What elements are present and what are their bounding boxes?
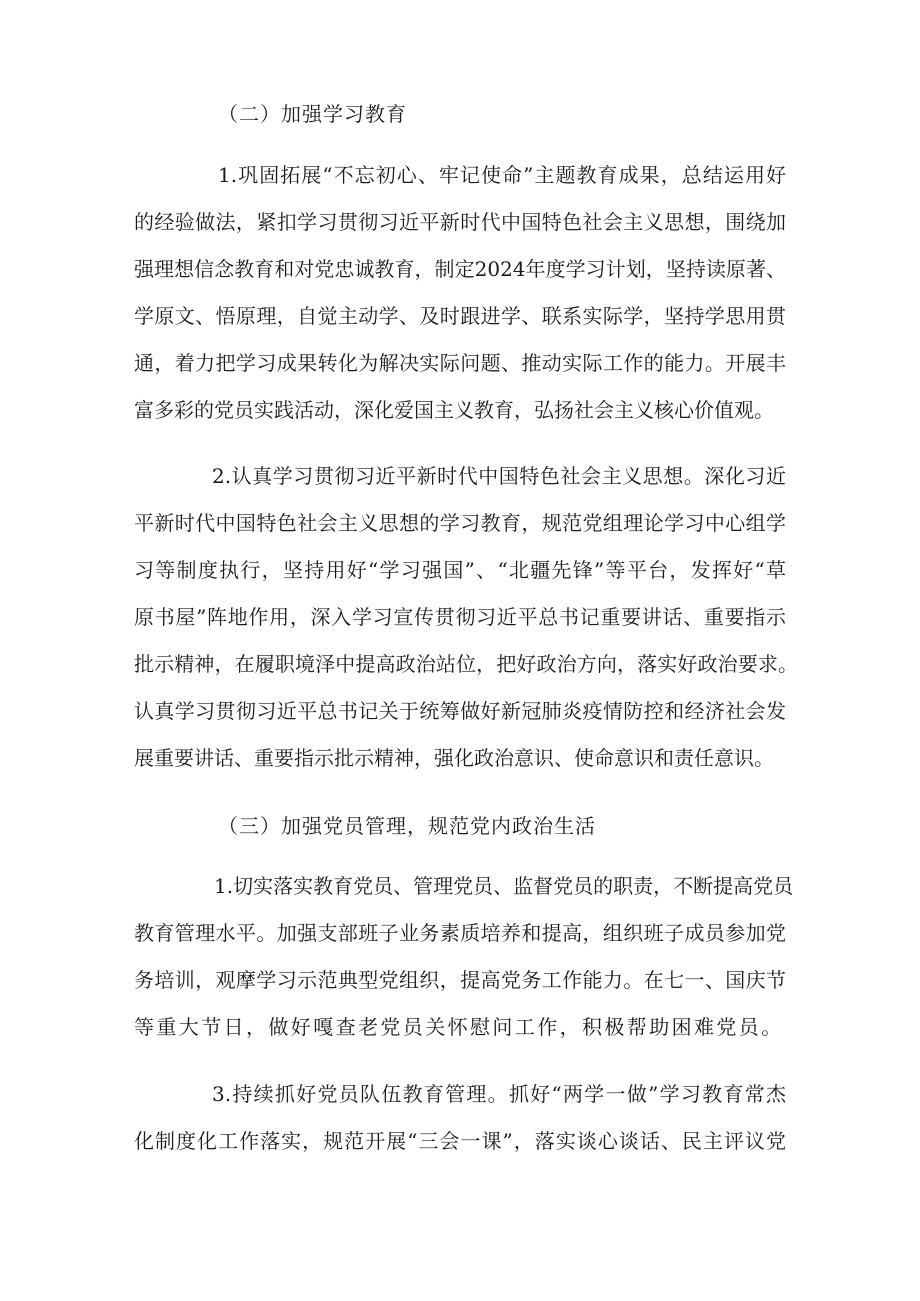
- paragraph-2-2-line: [0, 740, 920, 776]
- line-text: 的经验做法，紧扣学习贯彻习近平新时代中国特色社会主义思想，围绕加: [134, 210, 786, 234]
- section-heading-3-text: （三）加强党员管理，规范党内政治生活: [218, 814, 596, 838]
- line-text: 2.认真学习贯彻习近平新时代中国特色社会主义思想。深化习近: [212, 464, 786, 488]
- line-text: 强理想信念教育和对党忠诚教育，制定2024年度学习计划，坚持读原著、: [134, 257, 786, 281]
- line-text: 平新时代中国特色社会主义思想的学习教育，规范党组理论学习中心组学: [134, 511, 786, 535]
- line-text: 教育管理水平。加强支部班子业务素质培养和提高，组织班子成员参加党: [134, 921, 786, 945]
- paragraph-2-2-line: [0, 693, 920, 729]
- paragraph-2-2-line: [0, 599, 920, 635]
- paragraph-2-1-line: [0, 204, 920, 240]
- paragraph-2-2-line: [0, 646, 920, 682]
- paragraph-2-2-line: [0, 552, 920, 588]
- section-heading-2: [0, 96, 920, 132]
- paragraph-2-1-line: [0, 345, 920, 381]
- paragraph-3-1-line: [0, 868, 920, 904]
- line-text: 1.巩固拓展“不忘初心、牢记使命”主题教育成果，总结运用好: [218, 163, 786, 187]
- line-text: 通，着力把学习成果转化为解决实际问题、推动实际工作的能力。开展丰: [134, 351, 786, 375]
- paragraph-3-1-line: [0, 962, 920, 998]
- line-text: 化制度化工作落实，规范开展“三会一课”，落实谈心谈话、民主评议党: [134, 1129, 786, 1153]
- paragraph-2-1-line: [0, 157, 920, 193]
- line-text: 学原文、悟原理，自觉主动学、及时跟进学、联系实际学，坚持学思用贯: [134, 304, 786, 328]
- line-text: 展重要讲话、重要指示批示精神，强化政治意识、使命意识和责任意识。: [134, 746, 774, 770]
- paragraph-2-1-line: [0, 298, 920, 334]
- paragraph-2-1-line: [0, 251, 920, 287]
- line-text: 原书屋”阵地作用，深入学习宣传贯彻习近平总书记重要讲话、重要指示: [134, 605, 786, 629]
- line-text: 务培训，观摩学习示范典型党组织，提高党务工作能力。在七一、国庆节: [134, 968, 786, 992]
- line-text: 等重大节日，做好嘎查老党员关怀慰问工作，积极帮助困难党员。: [134, 1015, 784, 1039]
- paragraph-3-3-line: [0, 1123, 920, 1159]
- paragraph-3-3-line: [0, 1076, 920, 1112]
- paragraph-2-1-line: [0, 392, 920, 428]
- section-heading-3: [0, 808, 920, 844]
- paragraph-2-2-line: [0, 458, 920, 494]
- line-text: 1.切实落实教育党员、管理党员、监督党员的职责，不断提高党员: [214, 874, 794, 898]
- line-text: 3.持续抓好党员队伍教育管理。抓好“两学一做”学习教育常杰: [212, 1082, 786, 1106]
- section-heading-2-text: （二）加强学习教育: [218, 102, 407, 126]
- paragraph-3-1-line: [0, 1009, 920, 1045]
- paragraph-3-1-line: [0, 915, 920, 951]
- paragraph-2-2-line: [0, 505, 920, 541]
- line-text: 富多彩的党员实践活动，深化爱国主义教育，弘扬社会主义核心价值观。: [134, 398, 774, 422]
- line-text: 认真学习贯彻习近平总书记关于统筹做好新冠肺炎疫情防控和经济社会发: [134, 699, 786, 723]
- line-text: 习等制度执行，坚持用好“学习强国”、“北疆先锋”等平台，发挥好“草: [134, 558, 786, 582]
- line-text: 批示精神，在履职境泽中提高政治站位，把好政治方向，落实好政治要求。: [134, 652, 798, 676]
